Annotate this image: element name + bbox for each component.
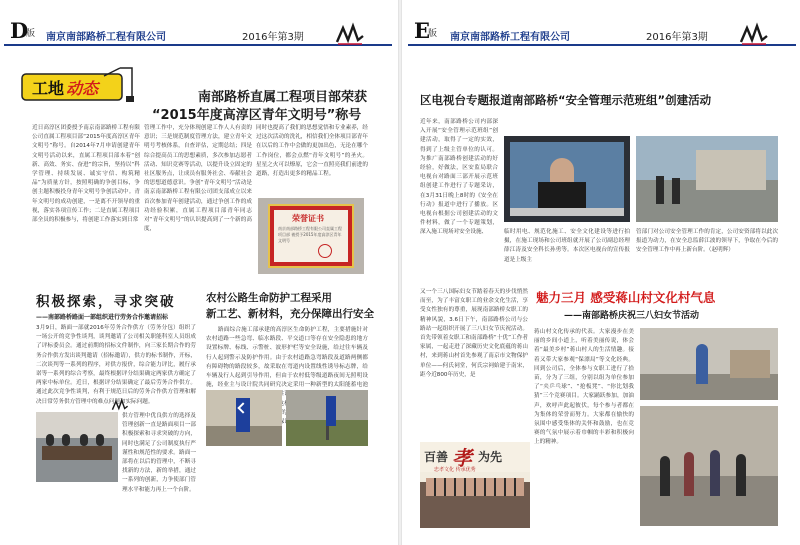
article-3-body: 路面综合施工部承建的高淳区生命防护工程，主要措施针对农村道路一些急弯、临水路段、平交道口等存在安全隐患的地方设置标牌、标线、示警桩、波形护栏等安全设施，给过往车辆及行人起到警示及防护作用。由于农村道路急弯路段及道路两侧都有障碍物的路段较多，故采取在弯道内设置线性诱导标志牌，给车辆及行人起到引导作用，但由于农村低等级道路夜间无照明设施，经业主与设计院共同研究决定采用一种新型的太阳能蓄电池 这样 亮化的线性 (206, 327, 368, 416)
page-fold (398, 0, 402, 545)
group-photo-banner (420, 442, 530, 528)
column-badge (20, 62, 136, 104)
company-name: 南京南部路桥工程有限公司 (46, 32, 166, 43)
article-1-col-3: 同时也提高了我们的思想觉悟和专业素养，经过这次活动的洗礼，相信我们全体项目部青年在以后的工作中会做的更加出色，无论在哪个工作岗位，都会点燃“青年文明号”的圣火。星星之火可以燎原，它会一直照亮我们前进的道路，打造出更多的精品工程。 (256, 125, 368, 178)
badge-text-1: 工地 (32, 79, 65, 98)
issue-number: 2016年第3期 (242, 32, 304, 43)
page-e (404, 0, 800, 545)
article-b2-col-1: 又一个三八国际妇女节踏着春天的步伐悄然而至，为了丰富女职工的业余文化生活，享受女性独有的尊重，展现南部路桥女职工的精神风貌，3.6日下午，南部路桥公司与公路站一起组织开展了三八妇女节庆祝活动。首先带领着女职工和南部路桥“十优”工作者家属，一起走进了深藏历史文化底蕴的蒋山村，来到蒋山村首先参观了南京市文物保护单位——何氏祠堂，何氏宗祠始建于南宋，距今近800年历史，是 (420, 289, 528, 378)
page-header (4, 18, 392, 46)
section-ban: 版 (428, 29, 438, 39)
tv-report-photo-1 (504, 136, 630, 222)
article-b1-col-1: 近年来，南部路桥公司内部深入开展“安全管理示范班组”创建活动，取得了一定的实效，得到了上级主管单位的认可。为推广南部路桥创建活动的好经验，好做法，区安监局联合电视台对路面三部开展示范班组创建工作进行了专题采访，在3月31日晚上8时的《安全在行动》报道中进行了播放。区电视台根据公司创建活动的文件材料，做了一个专题策划，深入施工现场对安全设施、 (420, 119, 498, 236)
article-1-title-line2: “2015年度高淳区青年文明号”称号 (152, 108, 362, 123)
article-b2-col-2: 蒋山村文化传承的代表。大家漫步在美丽的乡间小道上，听着美丽传说，体会着“最美乡村”蒋山村人的生活情趣。接着又带大家参观“保漂局”等文化经典。回到公司后，全体参与女职工进行了拾苗，分为了三组，分别以组为单位参加了“夹乒乓球”、“抢板凳”、“你比划我猜”三个竞赛项目。大家踊跃参加，加油声，欢呼声此起彼伏，每个参与者都在为集体的荣誉而努力。大家都在愉快的氛围中感受集体的关怀和鼓励，也在竞赛的气氛中展示着巾帼的丰彩和积极向上的精神。 (534, 329, 634, 446)
banner-text-c: 为先 (478, 450, 503, 464)
tv-report-photo-2 (636, 136, 778, 222)
article-b1-col-3: 管部门对公司安全管理工作的肯定，公司安资部将以此次报道为动力，在安全总监薛江波的领导下，争取在今后的安全管理工作中再上新台阶。（赵明辉） (636, 229, 778, 254)
road-sign-photo-2 (286, 390, 368, 446)
article-2-subtitle: ——南部路桥路面一部组织进行劳务合作邀请招标 (36, 314, 169, 321)
banner-text-b: 孝 (452, 446, 472, 470)
section-ban: 版 (26, 29, 36, 39)
article-1-title-line1: 南部路桥直属工程项目部荣获 (198, 90, 368, 105)
article-2-col-2: 供方管理中优良供方的选择及管理创新一直是路面项目一部积极探索和寻求突破的方向，同时也满足了公司制度执行严谨性和规范性的要求。路面一部将在以后的管理中，不断寻找新的方法，新的举措，通过一系列的创新，力争使部门管理水平和能力再上一个台阶。 (122, 413, 196, 493)
road-sign-photo-1 (206, 390, 282, 446)
article-b2-title: 魅力三月 感受蒋山村文化村气息 (536, 290, 716, 305)
company-name: 南京南部路桥工程有限公司 (450, 32, 570, 43)
section-letter: D (10, 18, 29, 43)
issue-number: 2016年第3期 (646, 32, 708, 43)
certificate-seal-icon (318, 244, 332, 258)
article-3-title-line2: 新工艺、新材料，充分保障出行安全 (206, 308, 374, 320)
page-d (0, 0, 396, 545)
article-3-title-line1: 农村公路生命防护工程采用 (206, 292, 332, 304)
badge-text-2: 动态 (66, 79, 99, 98)
certificate-photo (258, 198, 364, 274)
article-b1-title: 区电视台专题报道南部路桥“安全管理示范班组”创建活动 (420, 93, 712, 107)
article-b2-subtitle: ——南部路桥庆祝三八妇女节活动 (564, 311, 700, 321)
company-logo-small-icon (110, 398, 130, 412)
company-logo-icon (334, 22, 366, 46)
section-letter: E (414, 18, 431, 43)
article-2-col-1: 3月9日，路面一部就2016年劳务合作供方（劳务分包）组织了一场公开的竞争性谈判，谈判邀请了公司相关职能科室人员组成了评标委员会。通过前期的招标文件制作，向三家长期合作的劳务合作供方发出谈判邀请（招标邀请），供方的标书制作，开标，二次谈判等一系列的程序，对供方报价，综合能力评比，履行承诺等一系列的综合考察，最终根据评分结果确定两家供方确定了两家中标单位。近日，根据评分结果确定了最后劳务合作供方。通过此次竞争性谈判，有利于规范日后的劳务合作供方管理和解决日常劳务供方管理中的难点问题和实际问题。 (36, 325, 196, 405)
women-day-photo-2 (640, 406, 778, 526)
certificate-title: 荣誉证书 (292, 213, 324, 223)
certificate-body: 南京南部路桥工程有限公司直属工程项目部 被授予2015年度高淳区青年文明号 (278, 226, 342, 243)
meeting-photo (36, 412, 118, 482)
article-2-title: 积极探索，寻求突破 (36, 294, 176, 310)
article-b1-col-2: 临时用电、规范化施工、安全文化建设等进行拍摄，在施工现场和公司班组就开展了公司副总经理薛江涛及安全科长孙勇等。本次区电视台的宣传报道是上级主 (504, 229, 630, 263)
company-logo-icon (738, 22, 770, 46)
banner-text-a: 百善 (424, 450, 449, 464)
banner-subtext: 忠孝文化 传承优秀 (434, 467, 476, 473)
women-day-photo-1 (640, 328, 778, 400)
article-1-col-1: 近日高淳区团委授予南京南部路桥工程有限公司直属工程项目部“2015年度高淳区青年文明号”称号。自2014年7月申请创建青年文明号活动以来，直属工程项目部本着“创新、高效、务实、奋进”的宗旨，坚持以“科学管理、持续发展、诚实守信、构筑精品”为质量方针，按照明确的争创目标，争创主题积极投身青年文明号争创活动中。青年文明号的成功创建，一是离不开领导的重视，落实各项宣传工作；二是直属工程项目部全员的积极参与，将创建工作落实到日常 (32, 125, 140, 224)
page-header (408, 18, 796, 46)
article-1-col-2: 管理工作中，充分体现创建工作人人有责的意识；三是规范制度管理方法，建立青年文明号考核体系，自查评估，定期总结；四是综合提高员工的思想素质，多次参加志愿者活动、知识竞赛等活动，以提升设立固定的社区服务点，让成员有服务社会、奉献社会的思想道德意识。争创“青年文明号”活动是南京南部路桥工程有限公司团支部成立以来首次参加青年创建活动，通过争创工作的成功经验积累，直属工程项目部青年同志对“青年文明号”的认识提高到了一个新的高度， (144, 125, 252, 233)
